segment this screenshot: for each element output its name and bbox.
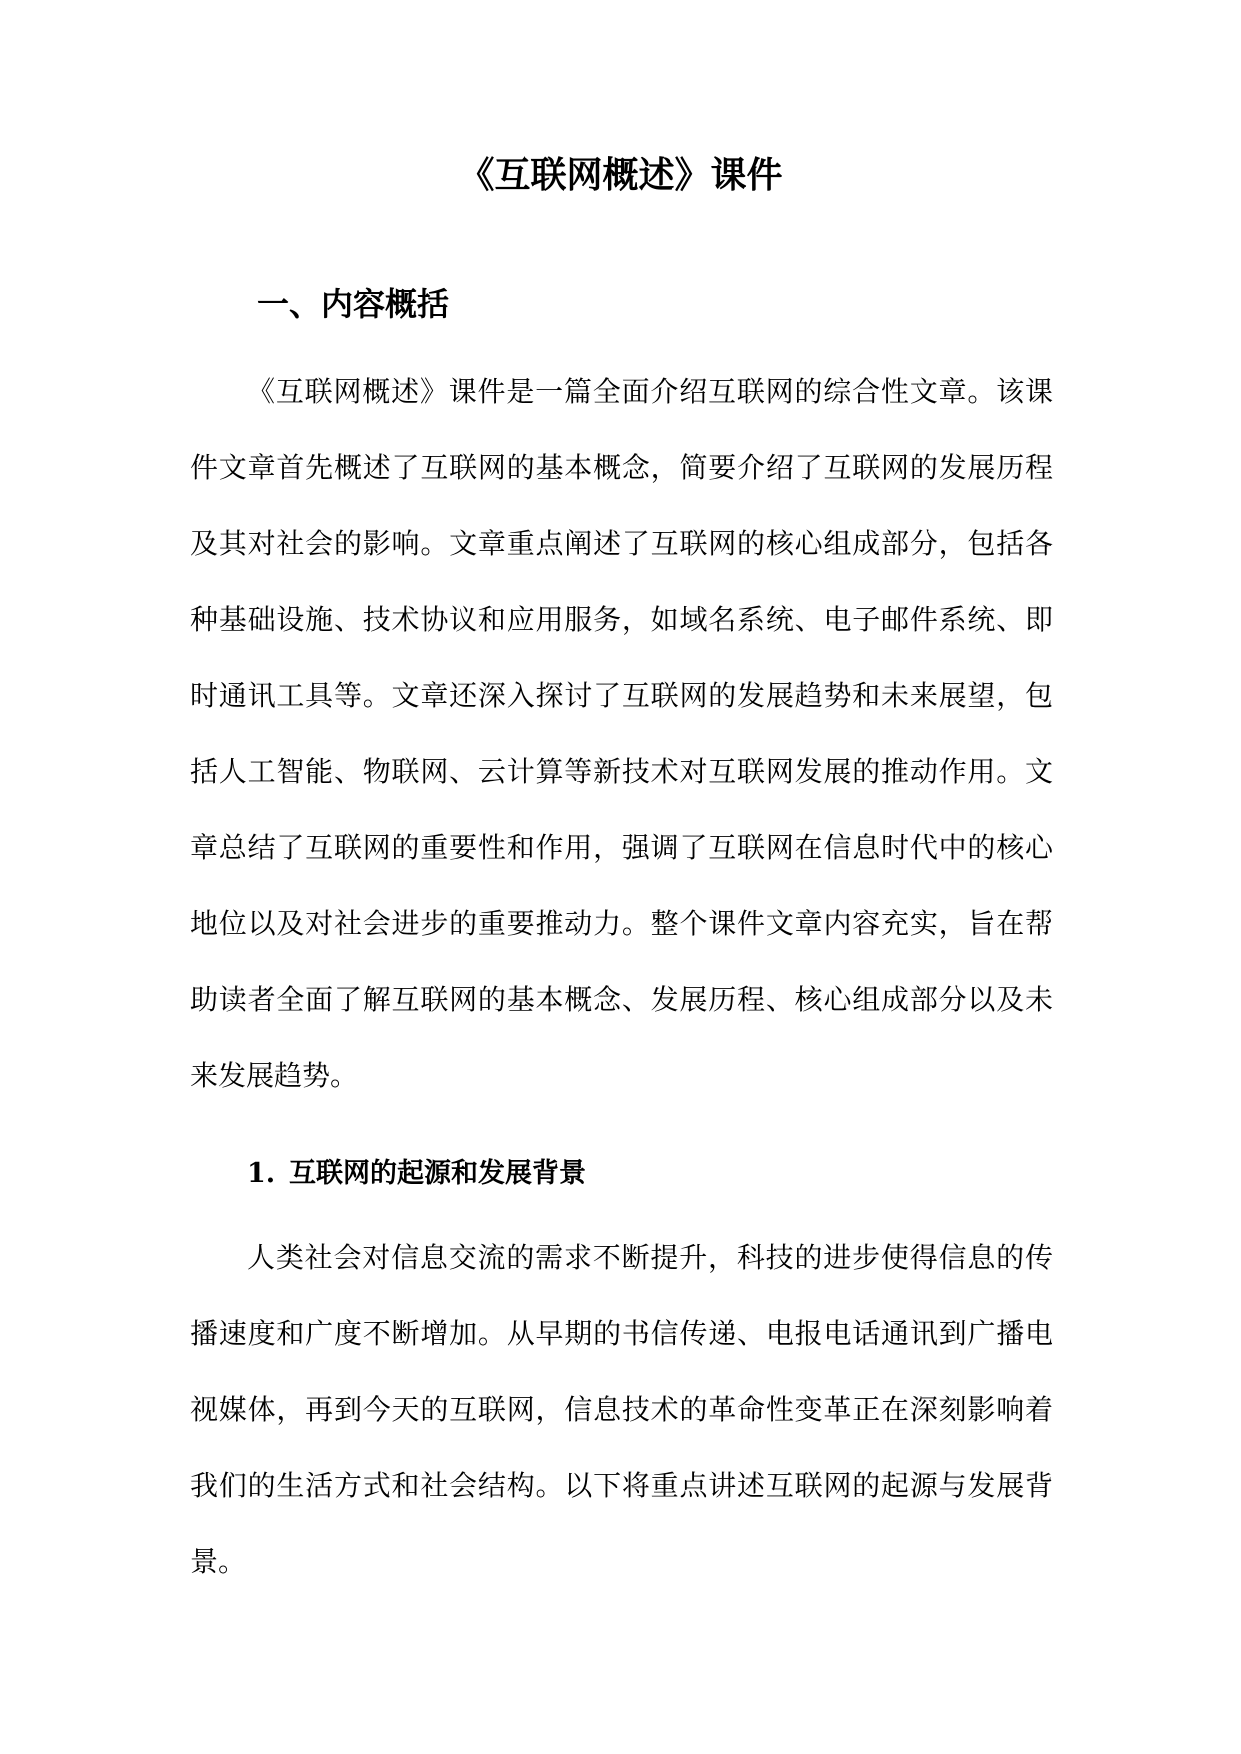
document-title: 《互联网概述》课件 [458, 154, 783, 196]
subsection-heading [247, 1154, 586, 1194]
subsection-number: 1. [247, 1158, 276, 1189]
origin-paragraph: 人类社会对信息交流的需求不断提升，科技的进步使得信息的传播速度和广度不断增加。从早期的书信传递、电报电话通讯到广播电视媒体，再到今天的互联网，信息技术的革命性变革正在深刻影响着我们的生活方式和社会结构。以下将重点讲述互联网的起源与发展背景。 [190, 1241, 1053, 1578]
summary-paragraph: 《互联网概述》课件是一篇全面介绍互联网的综合性文章。该课件文章首先概述了互联网的基本概念，简要介绍了互联网的发展历程及其对社会的影响。文章重点阐述了互联网的核心组成部分，包括各种基础设施、技术协议和应用服务，如域名系统、电子邮件系统、即时通讯工具等。文章还深入探讨了互联网的发展趋势和未来展望，包括人工智能、物联网、云计算等新技术对互联网发展的推动作用。文章总结了互联网的重要性和作用，强调了互联网在信息时代中的核心地位以及对社会进步的重要推动力。整个课件文章内容充实，旨在帮助读者全面了解互联网的基本概念、发展历程、核心组成部分以及未来发展趋势。 [190, 375, 1053, 1092]
section-heading: 一、内容概括 [257, 285, 450, 323]
subsection-title: 互联网的起源和发展背景 [289, 1158, 586, 1189]
